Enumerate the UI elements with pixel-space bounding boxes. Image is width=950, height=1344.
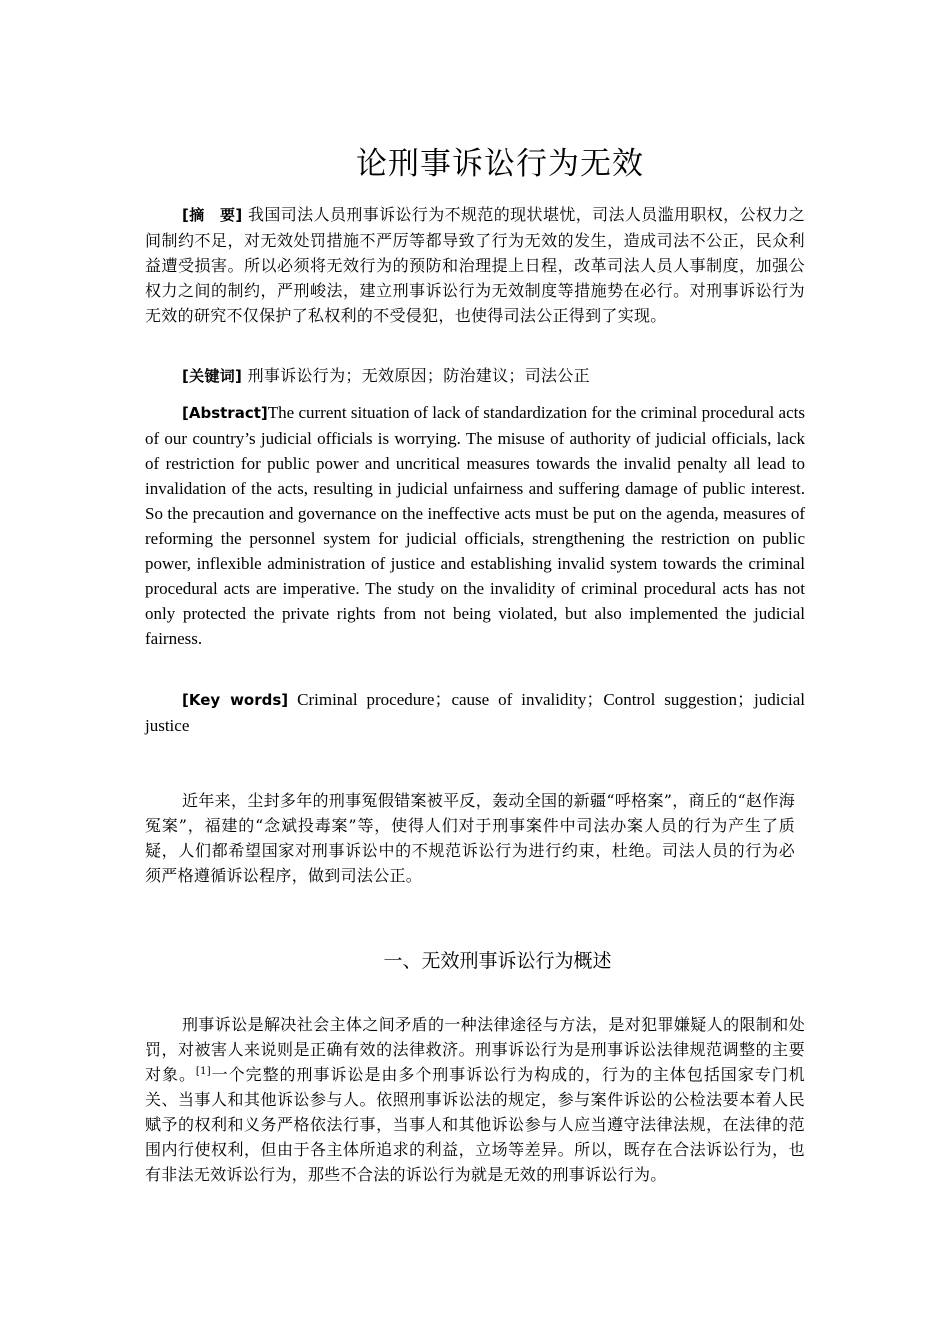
chinese-keywords-text: 刑事诉讼行为；无效原因；防治建议；司法公正 [247,366,590,385]
page-title: 论刑事诉讼行为无效 [356,146,644,182]
chinese-abstract-text: 我国司法人员刑事诉讼行为不规范的现状堪忧，司法人员滥用职权，公权力之间制约不足，对无效处罚措施不严厉等都导致了行为无效的发生，造成司法不公正，民众利益遭受损害。所以必须将无效行为的预防和治理提上日程，改革司法人员人事制度，加强公权力之间的制约，严刑峻法，建立刑事诉讼行为无效制度等措施势在必行。对刑事诉讼行为无效的研究不仅保护了私权利的不受侵犯，也使得司法公正得到了实现。 [145,205,805,325]
introduction-paragraph: 近年来，尘封多年的刑事冤假错案被平反，轰动全国的新疆“呼格案”，商丘的“赵作海冤案”，福建的“念斌投毒案”等，使得人们对于刑事案件中司法办案人员的行为产生了质疑，人们都希望国家对刑事诉讼中的不规范诉讼行为进行约束，杜绝。司法人员的行为必须严格遵循诉讼程序，做到司法公正。 [145,791,795,885]
chinese-abstract [145,202,805,328]
english-keywords [145,687,805,738]
english-keywords-text: Criminal procedure；cause of invalidity；Control suggestion；judicial justice [145,690,806,735]
english-abstract-label: [Abstract] [182,404,268,422]
chinese-keywords [145,363,805,389]
english-abstract [145,400,805,651]
citation-reference: [1] [195,1066,211,1077]
section-paragraph-text-b: 一个完整的刑事诉讼是由多个刑事诉讼行为构成的，行为的主体包括国家专门机关、当事人和其他诉讼参与人。依照刑事诉讼法的规定，参与案件诉讼的公检法要本着人民赋予的权利和义务严格依法行事，当事人和其他诉讼参与人应当遵守法律法规，在法律的范围内行使权利，但由于各主体所追求的利益，立场等差异。所以，既存在合法诉讼行为，也有非法无效诉讼行为，那些不合法的诉讼行为就是无效的刑事诉讼行为。 [145,1065,805,1184]
section-paragraph [145,1012,805,1187]
chinese-keywords-label: [关键词] [182,367,243,385]
section-heading: 一、无效刑事诉讼行为概述 [383,950,612,972]
chinese-abstract-label: [摘 要] [182,206,243,224]
english-abstract-text: The current situation of lack of standardization for the criminal procedural acts of our country’s judicial officials is worrying. The misuse of authority of judicial officials, lack of restriction for public power and uncritical measures towards the invalid penalty all lead to invalidation of the acts, resulting in judicial unfairness and suffering damage of public interest. So the precaution and governance on the ineffective acts must be put on the agenda, measures of reforming the personnel system for judicial officials, strengthening the restriction on public power, inflexible administration of justice and establishing invalid system towards the criminal procedural acts are imperative. The study on the invalidity of criminal procedural acts has not only protected the private rights from not being violated, but also implemented the judicial fairness. [145,403,805,648]
section-paragraph-text-a: 刑事诉讼是解决社会主体之间矛盾的一种法律途径与方法，是对犯罪嫌疑人的限制和处罚，对被害人来说则是正确有效的法律救济。刑事诉讼行为是刑事诉讼法律规范调整的主要对象。 [145,1015,805,1084]
english-keywords-label: [Key words] [182,691,289,709]
